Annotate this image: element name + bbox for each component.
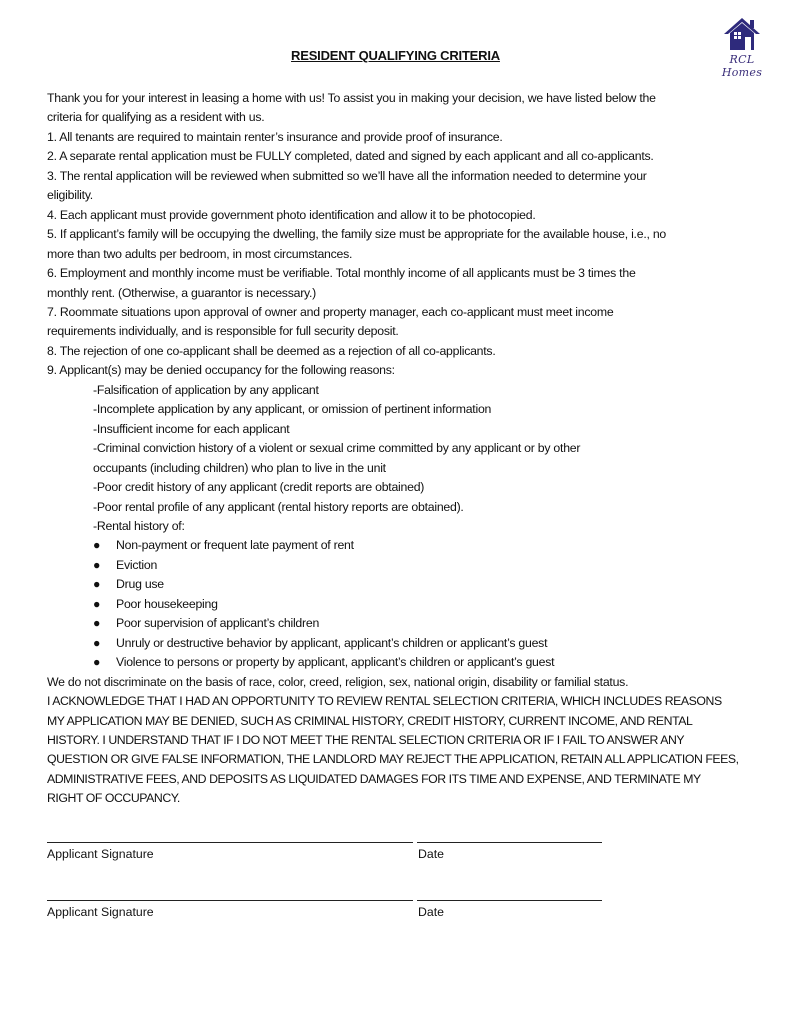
- list-item-text: Drug use: [116, 577, 164, 592]
- criterion-6-cont: monthly rent. (Otherwise, a guarantor is necessary.): [47, 285, 317, 300]
- bullet-icon: ●: [93, 635, 101, 650]
- criterion-4: 4. Each applicant must provide government photo identification and allow it to be photocopied.: [47, 207, 536, 222]
- bullet-icon: ●: [93, 616, 101, 631]
- bullet-icon: ●: [93, 596, 101, 611]
- list-item-text: Eviction: [116, 557, 158, 572]
- denial-reason: -Falsification of application by any applicant: [93, 382, 319, 397]
- criteria-list: [47, 128, 747, 381]
- list-item: [47, 634, 747, 653]
- list-item-text: Violence to persons or property by applicant, applicant’s children or applicant’s guest: [116, 655, 555, 670]
- list-item-text: Poor supervision of applicant’s children: [116, 616, 320, 631]
- intro-paragraph: [47, 89, 747, 128]
- list-item: [47, 575, 747, 594]
- logo-text: RCL Homes: [721, 53, 763, 79]
- signature-label-1: Applicant Signature: [47, 847, 154, 861]
- date-line-2[interactable]: [417, 900, 602, 901]
- bullet-icon: ●: [93, 538, 101, 553]
- criterion-5-cont: more than two adults per bedroom, in most circumstances.: [47, 246, 353, 261]
- date-line-1[interactable]: [417, 842, 602, 843]
- bullet-icon: ●: [93, 655, 101, 670]
- criterion-5: 5. If applicant’s family will be occupying the dwelling, the family size must be appropriate for the available house, i.e., no: [47, 227, 666, 242]
- criterion-3: 3. The rental application will be reviewed when submitted so we’ll have all the information needed to determine your: [47, 168, 647, 183]
- document-body: [47, 89, 747, 809]
- list-item: [47, 595, 747, 614]
- intro-line: criteria for qualifying as a resident with us.: [47, 110, 265, 125]
- denial-reason: -Rental history of:: [93, 518, 185, 533]
- denial-reasons: [47, 381, 747, 537]
- criterion-8: 8. The rejection of one co-applicant shall be deemed as a rejection of all co-applicants.: [47, 343, 496, 358]
- denial-reason: -Criminal conviction history of a violent or sexual crime committed by any applicant or by other: [93, 441, 581, 456]
- acknowledgement-line: RIGHT OF OCCUPANCY.: [47, 791, 180, 806]
- nondiscrimination-statement: We do not discriminate on the basis of race, color, creed, religion, sex, national origin, disability or familial status.: [47, 674, 629, 689]
- criterion-6: 6. Employment and monthly income must be verifiable. Total monthly income of all applicants must be 3 times the: [47, 266, 636, 281]
- signature-line-1[interactable]: [47, 842, 413, 843]
- criterion-2: 2. A separate rental application must be FULLY completed, dated and signed by each applicant and all co-applicants.: [47, 149, 654, 164]
- denial-reason: -Incomplete application by any applicant, or omission of pertinent information: [93, 402, 492, 417]
- house-icon: [722, 16, 762, 52]
- criterion-7-cont: requirements individually, and is responsible for full security deposit.: [47, 324, 399, 339]
- list-item-text: Non-payment or frequent late payment of rent: [116, 538, 354, 553]
- acknowledgement-line: I ACKNOWLEDGE THAT I HAD AN OPPORTUNITY TO REVIEW RENTAL SELECTION CRITERIA, WHICH INCLUDES REASONS: [47, 694, 722, 709]
- rental-history-list: [47, 536, 747, 672]
- list-item: [47, 653, 747, 672]
- acknowledgement-line: MY APPLICATION MAY BE DENIED, SUCH AS CRIMINAL HISTORY, CREDIT HISTORY, CURRENT INCOME, AND RENTAL: [47, 713, 693, 728]
- list-item-text: Unruly or destructive behavior by applicant, applicant’s children or applicant’s guest: [116, 635, 548, 650]
- criterion-7: 7. Roommate situations upon approval of owner and property manager, each co-applicant must meet income: [47, 304, 614, 319]
- list-item: [47, 614, 747, 633]
- signature-line-2[interactable]: [47, 900, 413, 901]
- criterion-3-cont: eligibility.: [47, 188, 93, 203]
- criterion-9: 9. Applicant(s) may be denied occupancy for the following reasons:: [47, 363, 395, 378]
- list-item: [47, 556, 747, 575]
- bullet-icon: ●: [93, 577, 101, 592]
- denial-reason: -Poor rental profile of any applicant (rental history reports are obtained).: [93, 499, 464, 514]
- company-logo: [712, 16, 772, 79]
- acknowledgement-paragraph: [47, 692, 747, 809]
- list-item: [47, 536, 747, 555]
- intro-line: Thank you for your interest in leasing a home with us! To assist you in making your decision, we have listed below the: [47, 91, 656, 105]
- page-title: RESIDENT QUALIFYING CRITERIA: [291, 48, 500, 63]
- criterion-1: 1. All tenants are required to maintain renter’s insurance and provide proof of insurance.: [47, 129, 503, 144]
- bullet-icon: ●: [93, 557, 101, 572]
- list-item-text: Poor housekeeping: [116, 596, 218, 611]
- denial-reason-cont: occupants (including children) who plan to live in the unit: [93, 460, 386, 475]
- acknowledgement-line: HISTORY. I UNDERSTAND THAT IF I DO NOT MEET THE RENTAL SELECTION CRITERIA OR IF I FAIL TO ANSWER ANY: [47, 732, 685, 747]
- denial-reason: -Insufficient income for each applicant: [93, 421, 290, 436]
- date-label-1: Date: [418, 847, 444, 861]
- acknowledgement-line: QUESTION OR GIVE FALSE INFORMATION, THE LANDLORD MAY REJECT THE APPLICATION, RETAIN ALL APPLICATION FEES,: [47, 752, 739, 767]
- signature-label-2: Applicant Signature: [47, 905, 154, 919]
- denial-reason: -Poor credit history of any applicant (credit reports are obtained): [93, 480, 425, 495]
- acknowledgement-line: ADMINISTRATIVE FEES, AND DEPOSITS AS LIQUIDATED DAMAGES FOR ITS TIME AND EXPENSE, AND TERMINATE MY: [47, 771, 701, 786]
- date-label-2: Date: [418, 905, 444, 919]
